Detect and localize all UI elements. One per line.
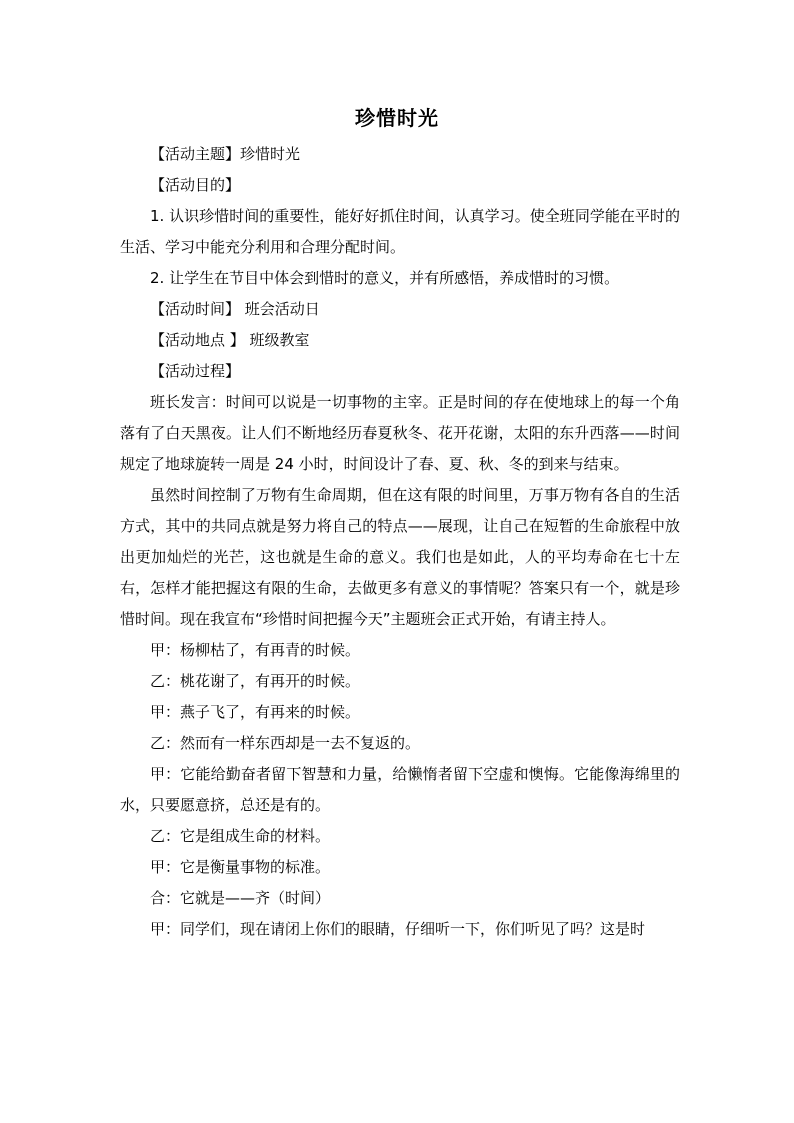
paragraph-activity-theme: 【活动主题】珍惜时光	[150, 145, 301, 163]
document-body	[120, 139, 680, 945]
paragraph-activity-location: 【活动地点 】 班级教室	[150, 331, 310, 349]
dialogue-line: 甲：它是衡量事物的标准。	[150, 858, 331, 876]
dialogue-line: 乙：桃花谢了，有再开的时候。	[150, 672, 361, 690]
dialogue-line: 甲：同学们，现在请闭上你们的眼睛，仔细听一下，你们听见了吗？这是时	[150, 920, 646, 938]
paragraph-monitor-speech: 班长发言：时间可以说是一切事物的主宰。正是时间的存在使地球上的每一个角落有了白天黑夜。让人们不断地经历春夏秋冬、花开花谢，太阳的东升西落——时间规定了地球旋转一周是 24 小时，时间设计了春、夏、秋、冬的到来与结束。	[120, 393, 680, 473]
paragraph-activity-time: 【活动时间】 班会活动日	[150, 300, 320, 318]
paragraph-life-meaning: 虽然时间控制了万物有生命周期，但在这有限的时间里，万事万物有各自的生活方式，其中的共同点就是努力将自己的特点——展现，让自己在短暂的生命旅程中放出更加灿烂的光芒，这也就是生命的意义。我们也是如此，人的平均寿命在七十左右，怎样才能把握这有限的生命，去做更多有意义的事情呢？答案只有一个，就是珍惜时间。现在我宣布“珍惜时间把握今天”主题班会正式开始，有请主持人。	[120, 486, 680, 628]
dialogue-line: 乙：然而有一样东西却是一去不复返的。	[150, 734, 421, 752]
dialogue-line: 甲：燕子飞了，有再来的时候。	[150, 703, 361, 721]
dialogue-line: 乙：它是组成生命的材料。	[150, 827, 331, 845]
dialogue-line: 甲：杨柳枯了，有再青的时候。	[150, 641, 361, 659]
dialogue-line: 甲：它能给勤奋者留下智慧和力量，给懒惰者留下空虚和懊悔。它能像海绵里的水，只要愿意挤，总还是有的。	[120, 765, 680, 814]
dialogue-line: 合：它就是——齐（时间）	[150, 889, 331, 907]
paragraph-purpose-2: 2. 让学生在节目中体会到惜时的意义，并有所感悟，养成惜时的习惯。	[150, 269, 620, 287]
paragraph-activity-purpose-heading: 【活动目的】	[150, 176, 241, 194]
paragraph-activity-process-heading: 【活动过程】	[150, 362, 241, 380]
document-title: 珍惜时光	[355, 106, 439, 130]
paragraph-purpose-1: 1. 认识珍惜时间的重要性，能好好抓住时间，认真学习。使全班同学能在平时的生活、学习中能充分利用和合理分配时间。	[120, 207, 680, 256]
